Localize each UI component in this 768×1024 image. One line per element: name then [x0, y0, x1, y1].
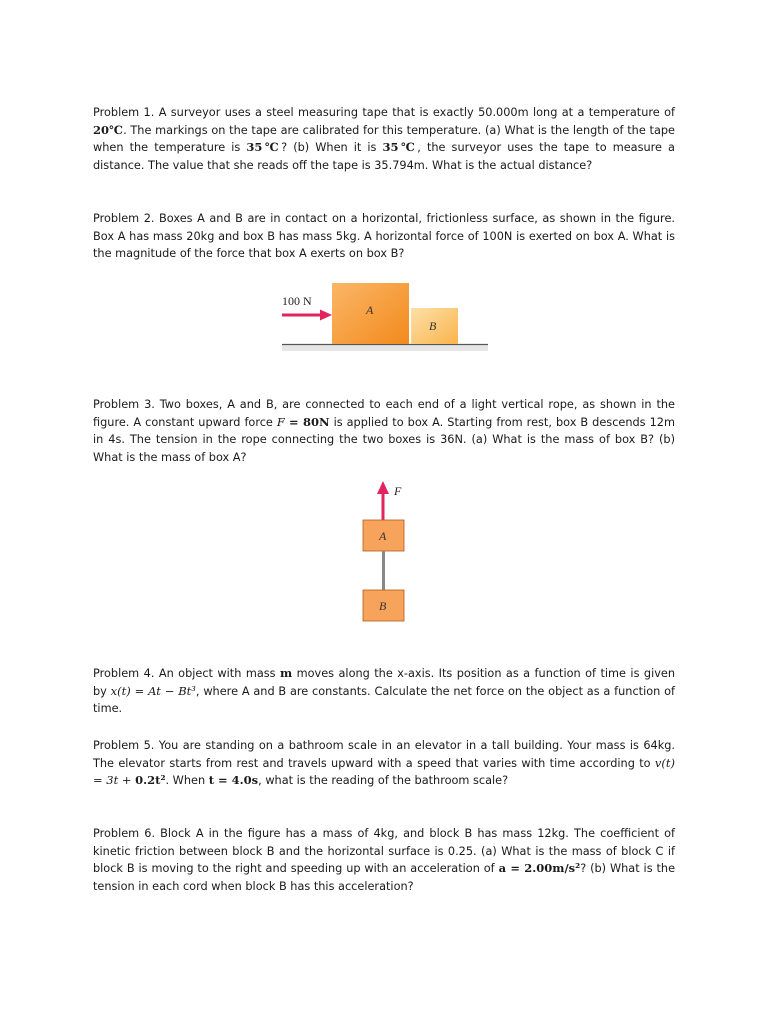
problem-3-text-a: Problem 3. Two boxes, A and B, are connected to each end of a light vertical rope, as shown in the figure. A constant upward force — [93, 398, 675, 429]
box-a-label: A — [379, 529, 387, 543]
problem-6 — [93, 825, 675, 895]
problem-4-text-a: Problem 4. An object with mass — [93, 667, 276, 680]
problem-2-text: Problem 2. Boxes A and B are in contact on a horizontal, frictionless surface, as shown in the figure. Box A has mass 20kg and box B has mass 5kg. A horizontal force of 100N is exerted on box A. What is the magnitude of the force that box A exerts on box B? — [93, 212, 675, 261]
problem-4-equation: x(t) = At − Bt³ — [110, 683, 196, 698]
problem-1-temp3: 35℃ — [382, 140, 418, 155]
force-label: 100 N — [282, 294, 312, 308]
ground-shadow — [282, 345, 488, 351]
problem-4-text-b: moves along the x-axis. Its position as a function of time is given by — [93, 667, 676, 698]
problem-1-temp2: 35℃ — [246, 140, 282, 155]
problem-3-force-value: = 80N — [288, 414, 330, 429]
problem-1-text-a: Problem 1. A surveyor uses a steel measuring tape that is exactly 50.000m long at a temperature of — [93, 106, 675, 119]
problem-1-text-d: , the surveyor uses the tape to measure a distance. The value that she reads off the tape is 35.794m. What is the actual distance? — [93, 141, 675, 172]
problem-5-text-b: . When — [165, 774, 206, 788]
problem-4 — [93, 665, 675, 718]
problem-5-equation-a: v(t) = 3t + — [93, 755, 675, 788]
problem-6-accel-eq: a = 2.00m/s² — [498, 861, 581, 876]
problem-5-text-a: Problem 5. You are standing on a bathroom scale in an elevator in a tall building. Your mass is 64kg. The elevator starts from rest and travels upward with a speed that varies with time according to — [93, 739, 675, 770]
force-f-label: F — [394, 484, 402, 498]
problem-6-text-a: Problem 6. Block A in the figure has a mass of 4kg, and block B has mass 12kg. The coefficient of kinetic friction between block B and the horizontal surface is 0.25. (a) What is the mass of block C if block B is moving to the right and speeding up with an acceleration of — [93, 827, 675, 876]
problem-2 — [93, 210, 675, 263]
problem-5 — [93, 737, 675, 790]
box-b-label: B — [379, 599, 387, 613]
box-b-label: B — [429, 319, 437, 333]
problem-1-text-c: ? (b) When it is — [281, 141, 377, 155]
problem-1-text-b: . The markings on the tape are calibrated for this temperature. (a) What is the length of the tape when the temperature is — [93, 123, 675, 155]
problem-3-text-b: is applied to box A. Starting from rest, box B descends 12m in 4s. The tension in the rope connecting the two boxes is 36N. (a) What is the mass of box B? (b) What is the mass of box A? — [93, 415, 675, 464]
force-arrow-head — [320, 310, 332, 321]
problem-6-text-b: ? (b) What is the tension in each cord when block B has this acceleration? — [93, 862, 676, 893]
problem-1 — [93, 104, 675, 174]
problem-2-figure — [278, 283, 498, 353]
problem-5-equation-b: 0.2t² — [135, 773, 166, 788]
problem-5-time-eq: t = 4.0s — [208, 773, 259, 788]
problem-1-temp1: 20℃ — [93, 122, 124, 137]
problem-3-figure — [358, 479, 418, 624]
problem-4-text-c: , where A and B are constants. Calculate the net force on the object as a function of time. — [93, 684, 675, 716]
problem-3 — [93, 396, 675, 466]
problem-4-mass-symbol: m — [280, 666, 293, 680]
box-a-label: A — [366, 303, 374, 317]
problem-5-text-c: , what is the reading of the bathroom scale? — [258, 774, 509, 788]
problem-3-force-var: F — [276, 414, 285, 429]
